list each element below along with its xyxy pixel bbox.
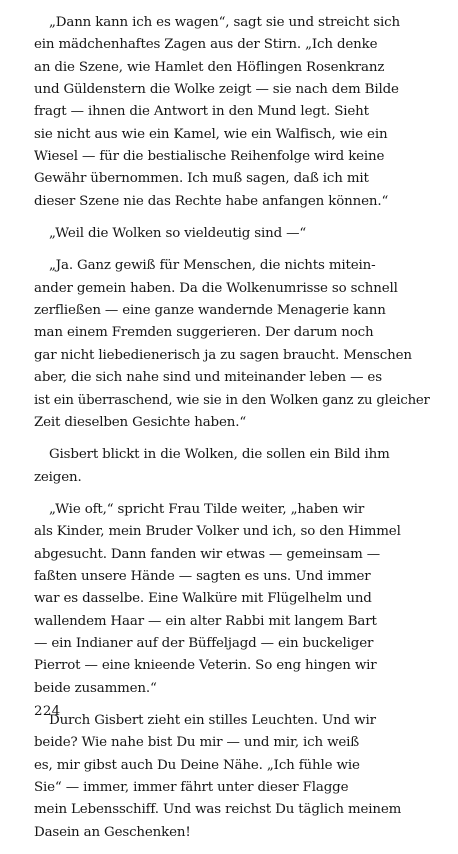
page-number: 224 — [34, 704, 61, 719]
text-line: beide? Wie nahe bist Du mir — und mir, ich weiß — [34, 735, 360, 751]
text-line: ein mädchenhaftes Zagen aus der Stirn. „Ich denke — [34, 37, 378, 53]
body-text — [34, 12, 430, 854]
text-line: ander gemein haben. Da die Wolkenumrisse so schnell — [34, 280, 398, 296]
text-line: an die Szene, wie Hamlet den Höflingen Rosenkranz — [34, 59, 385, 75]
text-line: war es dasselbe. Eine Walküre mit Flügelhelm und — [34, 591, 372, 607]
text-line: Gisbert blickt in die Wolken, die sollen ein Bild ihm — [49, 447, 390, 463]
paragraph — [34, 444, 430, 489]
text-line: Wiesel — für die bestialische Reihenfolge wird keine — [34, 149, 385, 165]
text-line: Sie“ — immer, immer fährt unter dieser Flagge — [34, 780, 349, 795]
text-line: Zeit dieselben Gesichte haben.“ — [34, 414, 247, 430]
text-line: ist ein überraschend, wie sie in den Wolken ganz zu gleicher — [34, 392, 430, 408]
paragraph — [34, 223, 430, 245]
text-line: zerfließen — eine ganze wandernde Menagerie kann — [34, 303, 386, 319]
text-line: es, mir gibst auch Du Deine Nähe. „Ich fühle wie — [34, 757, 360, 773]
text-line: Gewähr übernommen. Ich muß sagen, daß ich mit — [34, 171, 369, 187]
paragraph — [34, 12, 430, 213]
text-line: wallendem Haar — ein alter Rabbi mit langem Bart — [34, 613, 377, 629]
text-line: und Güldenstern die Wolke zeigt — sie nach dem Bilde — [34, 82, 399, 98]
text-line: man einem Fremden suggerieren. Der darum noch — [34, 325, 374, 341]
paragraph — [34, 499, 430, 700]
text-line: — ein Indianer auf der Büffeljagd — ein buckeliger — [34, 635, 374, 651]
text-line: „Ja. Ganz gewiß für Menschen, die nichts mitein- — [49, 258, 376, 274]
text-line: Pierrot — eine knieende Veterin. So eng hingen wir — [34, 658, 377, 674]
text-line: faßten unsere Hände — sagten es uns. Und immer — [34, 568, 371, 584]
text-line: „Wie oft,“ spricht Frau Tilde weiter, „haben wir — [49, 501, 365, 517]
text-line: beide zusammen.“ — [34, 680, 157, 696]
text-line: fragt — ihnen die Antwort in den Mund legt. Sieht — [34, 104, 369, 120]
paragraph — [34, 255, 430, 434]
paragraph — [34, 710, 430, 844]
text-line: aber, die sich nahe sind und miteinander leben — es — [34, 370, 382, 386]
text-line: „Dann kann ich es wagen“, sagt sie und streicht sich — [49, 15, 400, 30]
text-line: „Weil die Wolken so vieldeutig sind —“ — [49, 226, 307, 242]
text-line: sie nicht aus wie ein Kamel, wie ein Walfisch, wie ein — [34, 126, 388, 142]
text-line: gar nicht liebedienerisch ja zu sagen braucht. Menschen — [34, 347, 412, 363]
text-line: zeigen. — [34, 469, 82, 485]
text-line: Durch Gisbert zieht ein stilles Leuchten. Und wir — [49, 712, 376, 728]
text-line: dieser Szene nie das Rechte habe anfangen können.“ — [34, 193, 389, 209]
text-line: mein Lebensschiff. Und was reichst Du täglich meinem — [34, 802, 402, 818]
text-line: abgesucht. Dann fanden wir etwas — gemeinsam — — [34, 546, 380, 562]
text-line: als Kinder, mein Bruder Volker und ich, so den Himmel — [34, 524, 401, 540]
text-line: Dasein an Geschenken! — [34, 824, 191, 840]
